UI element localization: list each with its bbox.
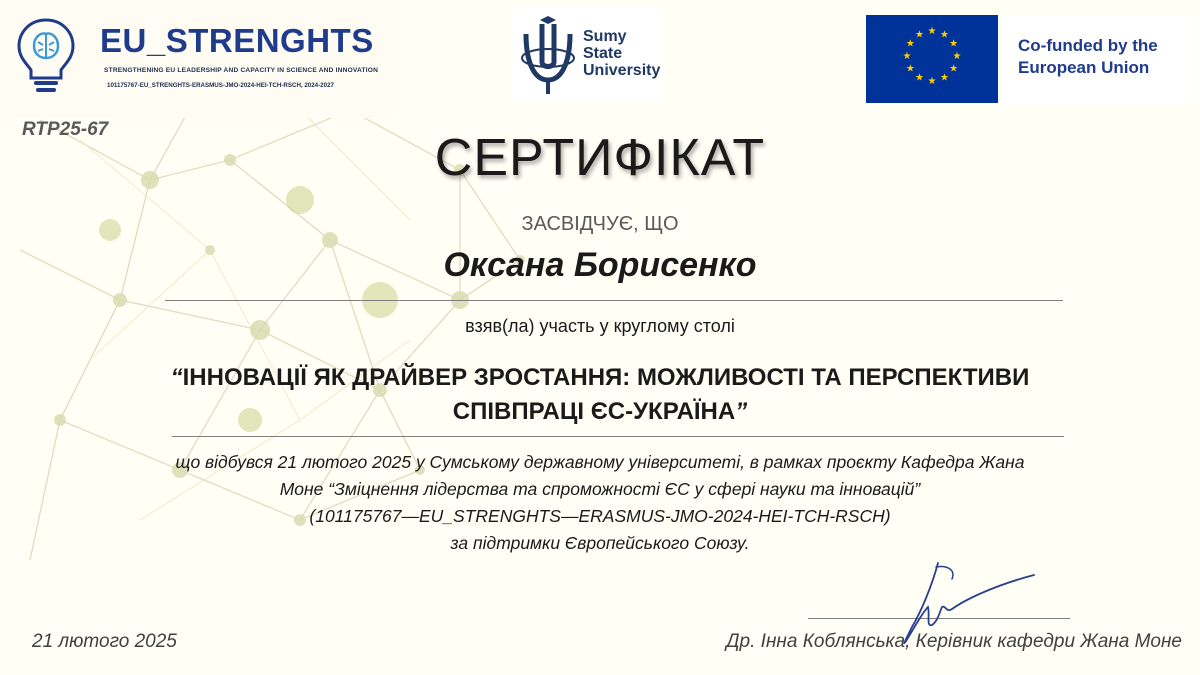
participation-text: взяв(ла) участь у круглому столі xyxy=(465,316,735,336)
project-tagline: STRENGTHENING EU LEADERSHIP AND CAPACITY IN SCIENCE AND INNOVATION xyxy=(104,67,379,74)
recipient-name: Оксана Борисенко xyxy=(443,246,757,284)
event-details xyxy=(0,449,1200,557)
svg-text:★: ★ xyxy=(927,26,937,37)
quote-close: ” xyxy=(735,398,748,425)
cofunded-text: Co-funded by the European Union xyxy=(1018,36,1158,77)
cofunded-box xyxy=(998,15,1198,103)
reference-code: RTP25-67 xyxy=(22,119,109,140)
svg-text:★: ★ xyxy=(915,72,924,84)
event-underline xyxy=(172,436,1064,437)
sumy-state-university-emblem xyxy=(518,14,578,96)
recipient-underline xyxy=(165,300,1063,301)
svg-text:★: ★ xyxy=(915,29,924,41)
details-line-2: Моне “Зміцнення лідерства та спроможності ЄС у сфері науки та інновацій” xyxy=(279,479,921,499)
svg-text:★: ★ xyxy=(940,72,949,84)
svg-text:★: ★ xyxy=(905,38,915,50)
event-title-line-1: “ІННОВАЦІЇ ЯК ДРАЙВЕР ЗРОСТАННЯ: МОЖЛИВОСТІ ТА ПЕРСПЕКТИВИ xyxy=(170,364,1030,391)
details-line-4: за підтримки Європейського Союзу. xyxy=(450,533,750,553)
svg-text:★: ★ xyxy=(949,63,959,75)
event-title-line-2: СПІВПРАЦІ ЄС-УКРАЇНА” xyxy=(452,398,748,425)
sumy-state-university-logo xyxy=(512,8,664,100)
brain-lightbulb-icon xyxy=(14,16,78,98)
project-brand: EU_STRENGHTS xyxy=(100,22,374,59)
quote-open: “ xyxy=(170,364,183,391)
svg-text:★: ★ xyxy=(905,63,915,75)
svg-text:★: ★ xyxy=(952,51,962,62)
eu-flag xyxy=(866,15,998,103)
issue-date: 21 лютого 2025 xyxy=(32,631,177,652)
signatory: Др. Інна Коблянська, Керівник кафедри Жана Моне xyxy=(726,631,1182,652)
details-line-1: що відбувся 21 лютого 2025 у Сумському державному університеті, в рамках проєкту Кафедра Жана xyxy=(175,452,1025,472)
eu-strengths-logo xyxy=(0,0,390,118)
university-name: Sumy State University xyxy=(583,28,661,79)
svg-text:★: ★ xyxy=(902,51,912,62)
certifies-that: ЗАСВІДЧУЄ, ЩО xyxy=(521,213,679,235)
certificate-title: СЕРТИФІКАТ xyxy=(434,129,766,187)
svg-text:★: ★ xyxy=(927,76,937,87)
svg-text:★: ★ xyxy=(949,38,959,50)
event-title xyxy=(0,361,1200,429)
project-code: 101175767-EU_STRENGHTS-ERASMUS-JMO-2024-HEI-TCH-RSCH, 2024-2027 xyxy=(107,82,334,89)
svg-text:★: ★ xyxy=(940,29,949,41)
details-line-3: (101175767—EU_STRENGHTS—ERASMUS-JMO-2024-HEI-TCH-RSCH) xyxy=(309,506,891,526)
eu-flag-icon xyxy=(866,15,998,103)
